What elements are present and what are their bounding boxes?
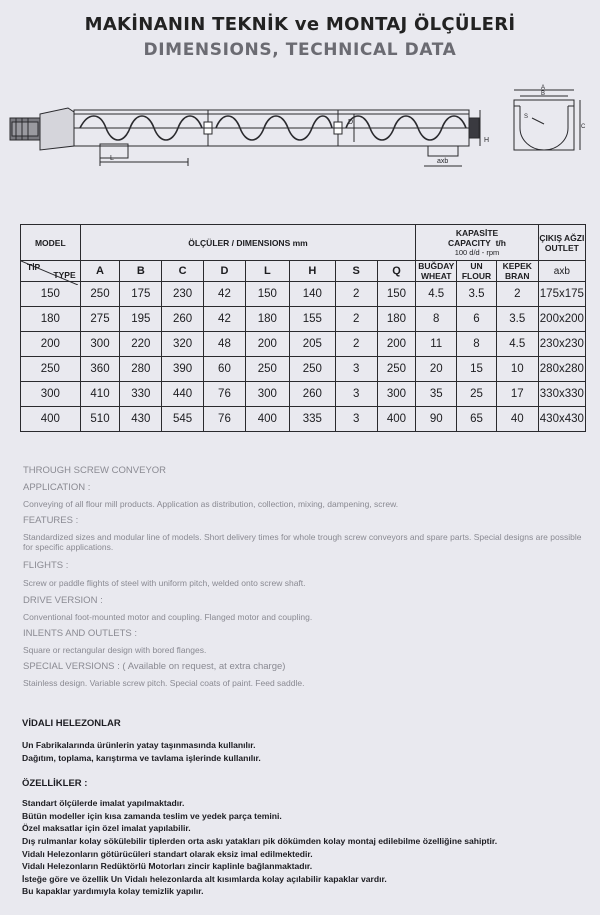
table-cell: 200 <box>377 332 416 357</box>
model-cell: 150 <box>21 282 81 307</box>
table-cell: 390 <box>162 357 204 382</box>
header-capacity: KAPASİTE CAPACITY t/h 100 d/d - rpm <box>416 225 538 261</box>
table-cell: 2 <box>335 332 377 357</box>
table-cell: 2 <box>335 307 377 332</box>
section-text: Conventional foot-mounted motor and coupling. Flanged motor and coupling. <box>23 612 313 622</box>
section-text: Bu kapaklar yardımıyla kolay temizlik yapılır. <box>22 886 204 897</box>
table-cell: 275 <box>80 307 120 332</box>
table-cell: 400 <box>377 407 416 432</box>
section-heading: FEATURES : <box>23 515 79 526</box>
table-cell: 250 <box>377 357 416 382</box>
table-cell: 2 <box>496 282 538 307</box>
table-cell: 220 <box>120 332 162 357</box>
table-row <box>21 332 586 357</box>
table-cell: 320 <box>162 332 204 357</box>
section-heading: FLIGHTS : <box>23 560 69 571</box>
table-cell: 4.5 <box>496 332 538 357</box>
conveyor-cross-section-drawing <box>506 84 586 156</box>
table-cell: 3 <box>335 357 377 382</box>
table-cell: 8 <box>416 307 457 332</box>
table-cell: 175x175 <box>538 282 585 307</box>
table-cell: 40 <box>496 407 538 432</box>
table-cell: 510 <box>80 407 120 432</box>
section-text: Standardized sizes and modular line of models. Short delivery times for whole trough screw conveyors and spare parts. Special designs are possible for specific applications. <box>23 532 582 552</box>
table-cell: 300 <box>245 382 289 407</box>
table-cell: 90 <box>416 407 457 432</box>
header-model: MODEL <box>21 225 81 261</box>
section-heading: SPECIAL VERSIONS : ( Available on request, at extra charge) <box>23 661 286 672</box>
table-cell: 140 <box>289 282 335 307</box>
table-cell: 230 <box>162 282 204 307</box>
table-cell: 4.5 <box>416 282 457 307</box>
table-cell: 3.5 <box>496 307 538 332</box>
header-col-D: D <box>204 261 246 282</box>
table-cell: 2 <box>335 282 377 307</box>
technical-data-rows <box>21 282 586 432</box>
table-cell: 65 <box>457 407 497 432</box>
table-cell: 42 <box>204 307 246 332</box>
table-cell: 3 <box>335 382 377 407</box>
table-row <box>21 407 586 432</box>
label-D: D <box>348 119 354 126</box>
table-cell: 260 <box>289 382 335 407</box>
header-col-Q: Q <box>377 261 416 282</box>
header-col-C: C <box>162 261 204 282</box>
table-cell: 180 <box>377 307 416 332</box>
section-heading: DRIVE VERSION : <box>23 595 103 606</box>
section-text: Screw or paddle flights of steel with uniform pitch, welded onto screw shaft. <box>23 578 306 588</box>
table-cell: 360 <box>80 357 120 382</box>
page-subtitle: DIMENSIONS, TECHNICAL DATA <box>143 40 457 60</box>
header-outlet: ÇIKIŞ AĞZI OUTLET <box>538 225 585 261</box>
table-cell: 25 <box>457 382 497 407</box>
table-cell: 180 <box>245 307 289 332</box>
label-A: A <box>541 85 546 91</box>
section-text: Vidalı Helezonların Redüktörlü Motorları zincir kaplinle bağlanmaktadır. <box>22 861 313 872</box>
table-cell: 330 <box>120 382 162 407</box>
section-text: İsteğe göre ve özellik Un Vidalı helezonlarda alt kısımlarda kolay açılabilir kapaklar vardır. <box>22 873 387 884</box>
table-cell: 545 <box>162 407 204 432</box>
model-cell: 300 <box>21 382 81 407</box>
section-text: Dağıtım, toplama, karıştırma ve tavlama işlerinde kullanılır. <box>22 752 261 763</box>
table-cell: 400 <box>245 407 289 432</box>
table-cell: 3 <box>335 407 377 432</box>
section-text: Dış rulmanlar kolay sökülebilir tiplerden orta askı yatakları pik dökümden kolay montaj edilebilme özelliğine sahiptir. <box>22 835 498 846</box>
table-cell: 430 <box>120 407 162 432</box>
table-cell: 250 <box>80 282 120 307</box>
table-cell: 10 <box>496 357 538 382</box>
section-text: Stainless design. Variable screw pitch. Special coats of paint. Feed saddle. <box>23 678 305 688</box>
table-cell: 60 <box>204 357 246 382</box>
label-axb: axb <box>437 158 449 165</box>
table-cell: 20 <box>416 357 457 382</box>
table-cell: 300 <box>377 382 416 407</box>
english-description <box>23 459 583 688</box>
section-text: Standart ölçülerde imalat yapılmaktadır. <box>22 798 185 809</box>
section-text: Bütün modeller için kısa zamanda teslim ve yedek parça temini. <box>22 810 282 821</box>
table-row <box>21 382 586 407</box>
table-cell: 410 <box>80 382 120 407</box>
turkish-description <box>22 718 592 898</box>
table-cell: 3.5 <box>457 282 497 307</box>
section-heading: THROUGH SCREW CONVEYOR <box>23 465 167 476</box>
table-cell: 230x230 <box>538 332 585 357</box>
table-cell: 11 <box>416 332 457 357</box>
table-cell: 300 <box>80 332 120 357</box>
section-text: Özel maksatlar için özel imalat yapılabilir. <box>22 823 191 834</box>
technical-data-table <box>20 224 586 432</box>
table-cell: 76 <box>204 407 246 432</box>
table-cell: 8 <box>457 332 497 357</box>
table-row <box>21 307 586 332</box>
table-cell: 260 <box>162 307 204 332</box>
header-col-S: S <box>335 261 377 282</box>
table-cell: 200x200 <box>538 307 585 332</box>
label-S: S <box>524 114 529 120</box>
label-H: H <box>484 137 490 144</box>
table-cell: 175 <box>120 282 162 307</box>
table-cell: 35 <box>416 382 457 407</box>
header-col-L: L <box>245 261 289 282</box>
table-row <box>21 357 586 382</box>
page-title: MAKİNANIN TEKNİK ve MONTAJ ÖLÇÜLERİ <box>84 14 516 35</box>
table-cell: 430x430 <box>538 407 585 432</box>
table-cell: 440 <box>162 382 204 407</box>
model-cell: 180 <box>21 307 81 332</box>
table-cell: 330x330 <box>538 382 585 407</box>
conveyor-side-view-drawing <box>8 78 498 178</box>
table-cell: 205 <box>289 332 335 357</box>
section-text: Un Fabrikalarında ürünlerin yatay taşınmasında kullanılır. <box>22 740 256 750</box>
section-heading: APPLICATION : <box>23 482 91 493</box>
table-cell: 200 <box>245 332 289 357</box>
model-cell: 250 <box>21 357 81 382</box>
table-cell: 250 <box>245 357 289 382</box>
section-heading: ÖZELLİKLER : <box>22 778 88 790</box>
table-cell: 150 <box>245 282 289 307</box>
section-text: Conveying of all flour mill products. Application as distribution, collection, mixing, dampening, screw. <box>23 499 399 509</box>
header-tip-type: TİP TYPE <box>21 261 81 282</box>
table-cell: 15 <box>457 357 497 382</box>
header-dimensions: ÖLÇÜLER / DIMENSIONS mm <box>80 225 416 261</box>
label-C: C <box>581 124 586 130</box>
model-cell: 200 <box>21 332 81 357</box>
table-cell: 42 <box>204 282 246 307</box>
table-cell: 335 <box>289 407 335 432</box>
table-cell: 195 <box>120 307 162 332</box>
table-cell: 6 <box>457 307 497 332</box>
header-col-A: A <box>80 261 120 282</box>
section-text: Vidalı Helezonların götürücüleri standart olarak eksiz imal edilmektedir. <box>22 848 313 859</box>
table-cell: 280x280 <box>538 357 585 382</box>
table-cell: 155 <box>289 307 335 332</box>
header-bran: KEPEK BRAN <box>496 261 538 282</box>
table-cell: 150 <box>377 282 416 307</box>
label-L: L <box>110 155 114 162</box>
label-B: B <box>541 91 546 97</box>
section-text: Square or rectangular design with bored flanges. <box>23 645 207 655</box>
header-flour: UN FLOUR <box>457 261 497 282</box>
table-cell: 17 <box>496 382 538 407</box>
header-col-B: B <box>120 261 162 282</box>
header-outlet-axb: axb <box>538 261 585 282</box>
table-cell: 48 <box>204 332 246 357</box>
header-col-H: H <box>289 261 335 282</box>
table-row <box>21 282 586 307</box>
table-cell: 280 <box>120 357 162 382</box>
header-wheat: BUĞDAY WHEAT <box>416 261 457 282</box>
table-cell: 76 <box>204 382 246 407</box>
section-heading: INLENTS AND OUTLETS : <box>23 628 138 639</box>
section-heading: VİDALI HELEZONLAR <box>22 718 121 729</box>
table-cell: 250 <box>289 357 335 382</box>
model-cell: 400 <box>21 407 81 432</box>
